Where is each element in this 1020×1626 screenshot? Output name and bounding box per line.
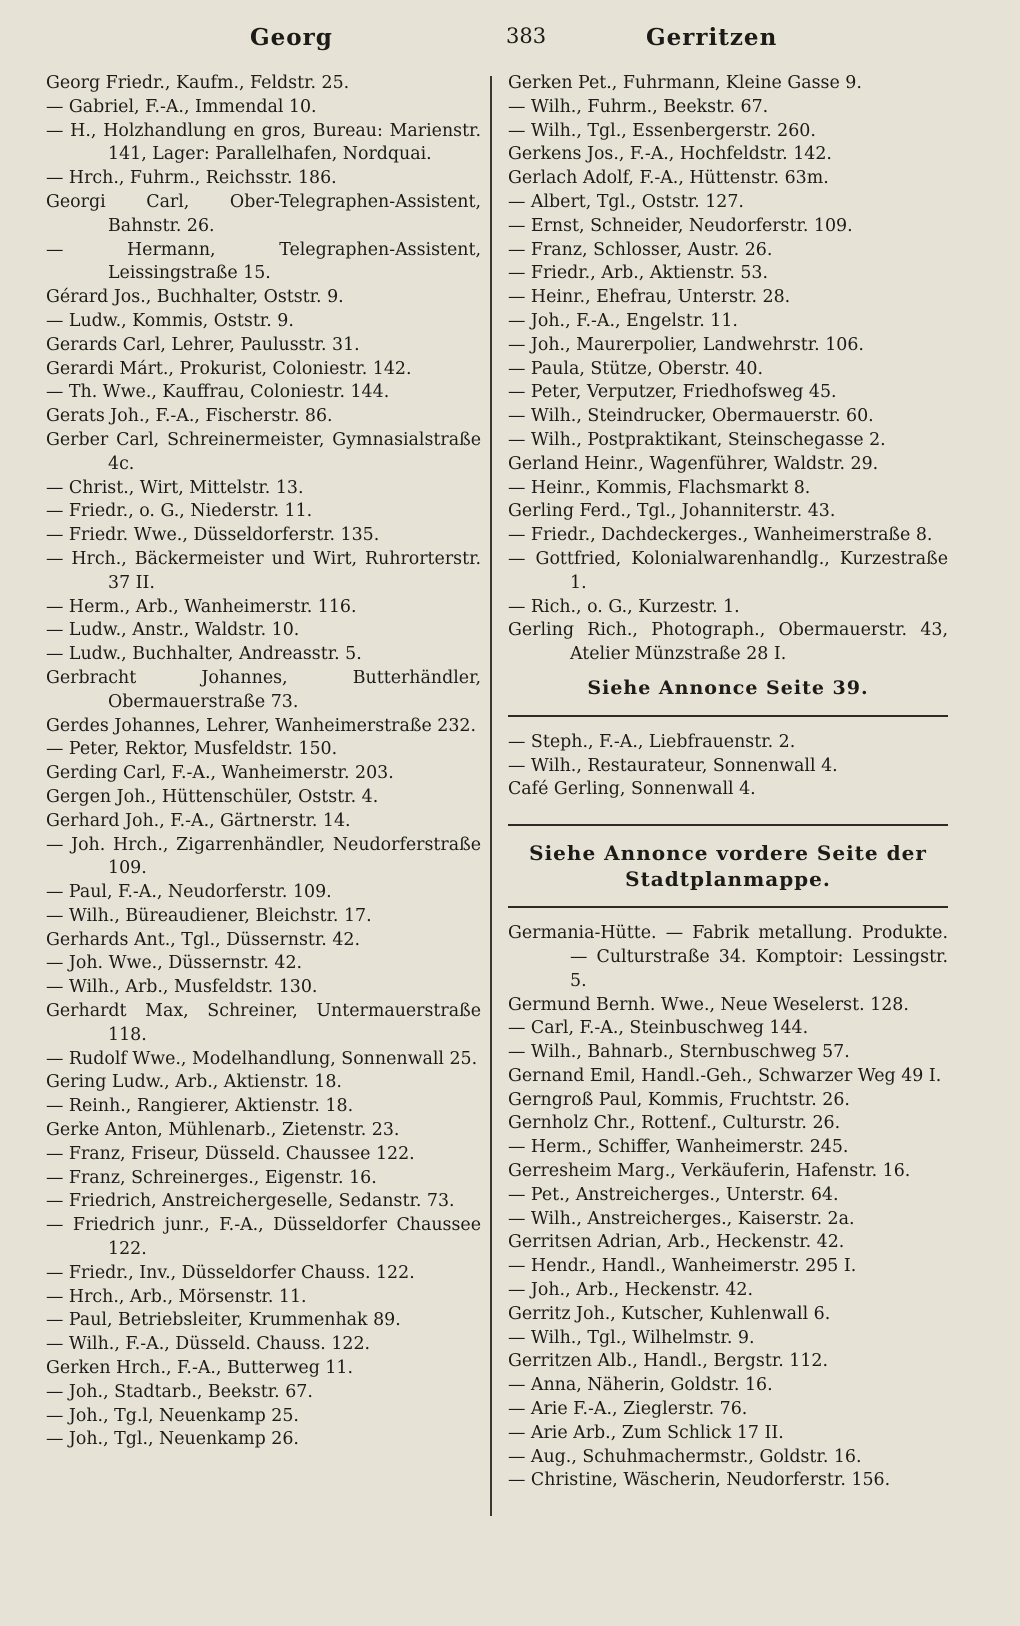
directory-entry: — Joh., Tgl., Neuenkamp 26. bbox=[46, 1429, 299, 1450]
directory-entry: — Paul, Betriebsleiter, Krummenhak 89. bbox=[46, 1310, 401, 1331]
directory-entry: — Heinr., Ehefrau, Unterstr. 28. bbox=[508, 287, 791, 308]
header-right-title: Gerritzen bbox=[646, 24, 778, 51]
directory-entry: — H., Holzhandlung en gros, Bureau: Marienstr. 141, Lager: Parallelhafen, Nordquai. bbox=[46, 120, 481, 165]
directory-entry: — Wilh., Tgl., Essenbergerstr. 260. bbox=[508, 120, 816, 141]
directory-entry: Gerritz Joh., Kutscher, Kuhlenwall 6. bbox=[508, 1303, 831, 1324]
directory-entry: — Friedrich junr., F.-A., Düsseldorfer Chaussee 122. bbox=[46, 1215, 481, 1260]
directory-entry: Germund Bernh. Wwe., Neue Weselerst. 128. bbox=[508, 994, 909, 1015]
directory-entry: Gerats Joh., F.-A., Fischerstr. 86. bbox=[46, 406, 333, 427]
section-rule bbox=[508, 906, 948, 908]
directory-entry: Gerhards Ant., Tgl., Düssernstr. 42. bbox=[46, 929, 360, 950]
directory-entry: — Hermann, Telegraphen-Assistent, Leissingstraße 15. bbox=[46, 239, 481, 284]
directory-entry: — Th. Wwe., Kauffrau, Coloniestr. 144. bbox=[46, 382, 390, 403]
directory-entry: — Friedr., Dachdeckerges., Wanheimerstraße 8. bbox=[508, 525, 933, 546]
directory-entry: Gergen Joh., Hüttenschüler, Oststr. 4. bbox=[46, 786, 379, 807]
directory-entry: — Hrch., Bäckermeister und Wirt, Ruhrorterstr. 37 II. bbox=[46, 548, 481, 593]
directory-entry: — Gabriel, F.-A., Immendal 10. bbox=[46, 96, 317, 117]
directory-entry: Georgi Carl, Ober-Telegraphen-Assistent, Bahnstr. 26. bbox=[46, 191, 481, 236]
directory-entry: — Christ., Wirt, Mittelstr. 13. bbox=[46, 477, 304, 498]
directory-entry: — Wilh., Fuhrm., Beekstr. 67. bbox=[508, 96, 769, 117]
directory-entry: — Albert, Tgl., Oststr. 127. bbox=[508, 191, 744, 212]
directory-entry: — Carl, F.-A., Steinbuschweg 144. bbox=[508, 1018, 809, 1039]
directory-entry: — Herm., Schiffer, Wanheimerstr. 245. bbox=[508, 1137, 849, 1158]
directory-entry: — Franz, Schreinerges., Eigenstr. 16. bbox=[46, 1167, 377, 1188]
directory-entry: — Hrch., Fuhrm., Reichsstr. 186. bbox=[46, 168, 337, 189]
directory-entry: Gerritzen Alb., Handl., Bergstr. 112. bbox=[508, 1351, 829, 1372]
directory-entry: Gerards Carl, Lehrer, Paulusstr. 31. bbox=[46, 334, 360, 355]
directory-entry: — Christine, Wäscherin, Neudorferstr. 156. bbox=[508, 1470, 891, 1491]
directory-entry: Gerngroß Paul, Kommis, Fruchtstr. 26. bbox=[508, 1089, 850, 1110]
directory-entry: — Aug., Schuhmachermstr., Goldstr. 16. bbox=[508, 1446, 862, 1467]
directory-entry: Germania-Hütte. — Fabrik metallung. Produkte. — Culturstraße 34. Komptoir: Lessingstr. 5. bbox=[508, 923, 948, 991]
page-header bbox=[40, 20, 980, 60]
directory-entry: — Joh., Arb., Heckenstr. 42. bbox=[508, 1280, 753, 1301]
directory-entry: — Joh. Hrch., Zigarrenhändler, Neudorferstraße 109. bbox=[46, 834, 481, 879]
directory-entry: — Friedr., Inv., Düsseldorfer Chauss. 122. bbox=[46, 1262, 415, 1283]
section-rule bbox=[508, 715, 948, 717]
directory-entry: — Paula, Stütze, Oberstr. 40. bbox=[508, 358, 764, 379]
directory-entry: — Wilh., Tgl., Wilhelmstr. 9. bbox=[508, 1327, 755, 1348]
directory-entry: — Friedr., Arb., Aktienstr. 53. bbox=[508, 263, 769, 284]
directory-entry: — Friedrich, Anstreichergeselle, Sedanstr. 73. bbox=[46, 1191, 455, 1212]
directory-entry: — Hrch., Arb., Mörsenstr. 11. bbox=[46, 1286, 307, 1307]
directory-entry: — Friedr. Wwe., Düsseldorferstr. 135. bbox=[46, 525, 380, 546]
directory-entry: — Joh., Tg.l, Neuenkamp 25. bbox=[46, 1405, 299, 1426]
directory-entry: Gerling Ferd., Tgl., Johanniterstr. 43. bbox=[508, 501, 836, 522]
directory-entry: — Herm., Arb., Wanheimerstr. 116. bbox=[46, 596, 357, 617]
directory-entry: Gerland Heinr., Wagenführer, Waldstr. 29. bbox=[508, 453, 879, 474]
directory-entry: — Wilh., Restaurateur, Sonnenwall 4. bbox=[508, 755, 838, 776]
directory-entry: — Wilh., Postpraktikant, Steinschegasse 2. bbox=[508, 429, 886, 450]
directory-entry: Gérard Jos., Buchhalter, Oststr. 9. bbox=[46, 287, 344, 308]
directory-entry: Georg Friedr., Kaufm., Feldstr. 25. bbox=[46, 73, 350, 93]
directory-entry: — Peter, Rektor, Musfeldstr. 150. bbox=[46, 739, 338, 760]
directory-entry: — Joh., Maurerpolier, Landwehrstr. 106. bbox=[508, 334, 864, 355]
directory-entry: Gering Ludw., Arb., Aktienstr. 18. bbox=[46, 1072, 342, 1093]
directory-entry: — Anna, Näherin, Goldstr. 16. bbox=[508, 1375, 773, 1396]
directory-entry: Gerritsen Adrian, Arb., Heckenstr. 42. bbox=[508, 1232, 845, 1253]
directory-entry: — Gottfried, Kolonialwarenhandlg., Kurzestraße 1. bbox=[508, 548, 948, 593]
right-column-entries-c bbox=[508, 922, 948, 1493]
section-rule bbox=[508, 824, 948, 826]
directory-entry: — Joh., Stadtarb., Beekstr. 67. bbox=[46, 1381, 313, 1402]
directory-entry: — Wilh., Büreaudiener, Bleichstr. 17. bbox=[46, 905, 372, 926]
directory-entry: — Wilh., Anstreicherges., Kaiserstr. 2a. bbox=[508, 1208, 855, 1229]
directory-entry: — Peter, Verputzer, Friedhofsweg 45. bbox=[508, 382, 837, 403]
directory-entry: Gerber Carl, Schreinermeister, Gymnasialstraße 4c. bbox=[46, 429, 481, 474]
directory-entry: — Ludw., Buchhalter, Andreasstr. 5. bbox=[46, 644, 362, 665]
directory-entry: — Franz, Schlosser, Austr. 26. bbox=[508, 239, 773, 260]
directory-entry: Gerardi Márt., Prokurist, Coloniestr. 142. bbox=[46, 358, 412, 379]
directory-entry: Café Gerling, Sonnenwall 4. bbox=[508, 779, 756, 800]
stadtplan-notice: Siehe Annonce vordere Seite der Stadtplanmappe. bbox=[529, 841, 927, 892]
column-divider bbox=[490, 76, 492, 1516]
directory-entry: — Joh. Wwe., Düssernstr. 42. bbox=[46, 953, 303, 974]
directory-entry: Gerke Anton, Mühlenarb., Zietenstr. 23. bbox=[46, 1120, 400, 1141]
directory-entry: — Wilh., Arb., Musfeldstr. 130. bbox=[46, 977, 318, 998]
directory-entry: Gerbracht Johannes, Butterhändler, Obermauerstraße 73. bbox=[46, 667, 481, 712]
right-column-entries-b bbox=[508, 731, 948, 802]
directory-entry: — Hendr., Handl., Wanheimerstr. 295 I. bbox=[508, 1256, 857, 1277]
directory-entry: — Ernst, Schneider, Neudorferstr. 109. bbox=[508, 215, 853, 236]
directory-entry: Gerken Pet., Fuhrmann, Kleine Gasse 9. bbox=[508, 73, 862, 93]
directory-entry: Gerling Rich., Photograph., Obermauerstr. 43, Atelier Münzstraße 28 I. bbox=[508, 620, 948, 665]
directory-entry: — Pet., Anstreicherges., Unterstr. 64. bbox=[508, 1184, 839, 1205]
annonce-notice: Siehe Annonce Seite 39. bbox=[587, 676, 869, 699]
directory-entry: Gernand Emil, Handl.-Geh., Schwarzer Weg 49 I. bbox=[508, 1065, 942, 1086]
directory-entry: — Reinh., Rangierer, Aktienstr. 18. bbox=[46, 1096, 354, 1117]
directory-entry: Gerhardt Max, Schreiner, Untermauerstraße 118. bbox=[46, 1001, 481, 1045]
directory-entry: — Arie Arb., Zum Schlick 17 II. bbox=[508, 1422, 784, 1443]
directory-entry: — Heinr., Kommis, Flachsmarkt 8. bbox=[508, 477, 811, 498]
directory-entry: Gerhard Joh., F.-A., Gärtnerstr. 14. bbox=[46, 810, 351, 831]
directory-entry: — Friedr., o. G., Niederstr. 11. bbox=[46, 501, 313, 522]
right-column-entries-a bbox=[508, 72, 948, 667]
directory-entry: Gerresheim Marg., Verkäuferin, Hafenstr. 16. bbox=[508, 1161, 911, 1182]
directory-entry: — Wilh., Steindrucker, Obermauerstr. 60. bbox=[508, 406, 874, 427]
directory-entry: — Ludw., Anstr., Waldstr. 10. bbox=[46, 620, 300, 641]
directory-entry: — Steph., F.-A., Liebfrauenstr. 2. bbox=[508, 731, 796, 752]
directory-entry: — Rudolf Wwe., Modelhandlung, Sonnenwall 25. bbox=[46, 1048, 478, 1069]
directory-entry: Gerlach Adolf, F.-A., Hüttenstr. 63m. bbox=[508, 168, 829, 189]
directory-entry: Gernholz Chr., Rottenf., Culturstr. 26. bbox=[508, 1113, 841, 1134]
directory-entry: Gerken Hrch., F.-A., Butterweg 11. bbox=[46, 1358, 354, 1379]
directory-entry: Gerdes Johannes, Lehrer, Wanheimerstraße 232. bbox=[46, 715, 476, 736]
directory-entry: Gerkens Jos., F.-A., Hochfeldstr. 142. bbox=[508, 144, 832, 165]
directory-entry: Gerding Carl, F.-A., Wanheimerstr. 203. bbox=[46, 763, 394, 784]
header-left-title: Georg bbox=[250, 24, 333, 51]
directory-entry: — Joh., F.-A., Engelstr. 11. bbox=[508, 310, 738, 331]
left-column bbox=[46, 72, 481, 1452]
page-number: 383 bbox=[506, 24, 547, 48]
directory-entry: — Wilh., Bahnarb., Sternbuschweg 57. bbox=[508, 1042, 850, 1063]
directory-entry: — Arie F.-A., Zieglerstr. 76. bbox=[508, 1399, 748, 1420]
directory-entry: — Ludw., Kommis, Oststr. 9. bbox=[46, 310, 294, 331]
right-column bbox=[508, 72, 948, 1493]
directory-entry: — Franz, Friseur, Düsseld. Chaussee 122. bbox=[46, 1143, 415, 1164]
directory-entry: — Paul, F.-A., Neudorferstr. 109. bbox=[46, 882, 332, 903]
directory-entry: — Wilh., F.-A., Düsseld. Chauss. 122. bbox=[46, 1334, 371, 1355]
directory-entry: — Rich., o. G., Kurzestr. 1. bbox=[508, 596, 740, 617]
